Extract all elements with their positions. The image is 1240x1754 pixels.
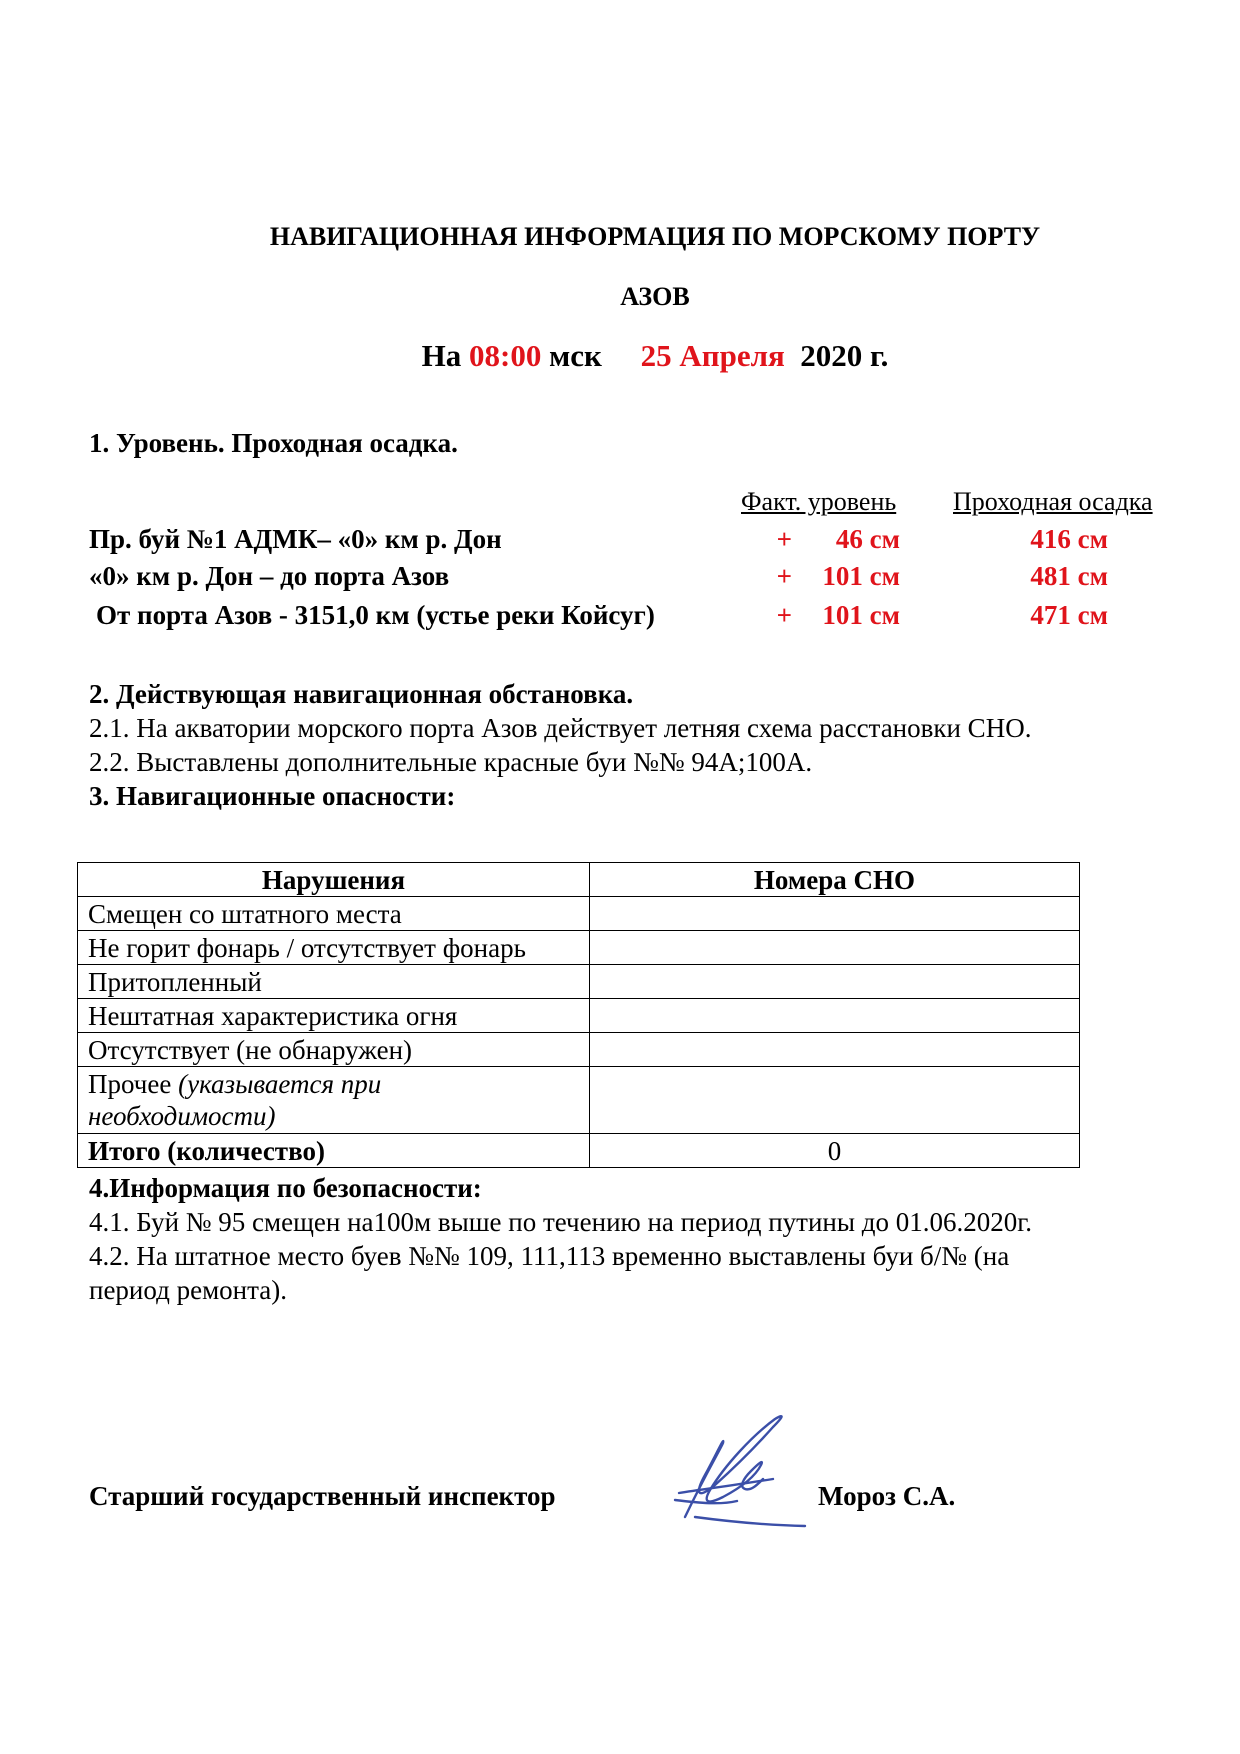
table-row	[78, 999, 1080, 1033]
table-row	[78, 965, 1080, 999]
sno-numbers-cell	[590, 999, 1080, 1033]
other-note-cont: необходимости)	[88, 1101, 276, 1131]
level-row-draft: 416 см	[1030, 524, 1108, 554]
signatory-name: Мороз С.А.	[818, 1481, 956, 1511]
report-year: 2020 г.	[800, 338, 889, 373]
section2-item: 2.1. На акватории морского порта Азов действует летняя схема расстановки СНО.	[89, 713, 1032, 743]
section1-heading: 1. Уровень. Проходная осадка.	[89, 428, 458, 458]
violation-label: Отсутствует (не обнаружен)	[78, 1033, 590, 1067]
level-row-level: 46 см	[835, 524, 900, 554]
other-note: (указывается при	[178, 1069, 382, 1099]
date-prefix: На	[421, 338, 462, 373]
violation-label: Притопленный	[78, 965, 590, 999]
sno-numbers-cell	[590, 965, 1080, 999]
section4-item: 4.1. Буй № 95 смещен на100м выше по течению на период путины до 01.06.2020г.	[89, 1207, 1033, 1237]
other-label: Прочее	[88, 1069, 172, 1099]
column-draft: Проходная осадка	[953, 487, 1153, 516]
table-header-row	[78, 863, 1080, 897]
port-name: АЗОВ	[620, 282, 690, 311]
report-dateline	[0, 338, 1240, 374]
violations-table	[77, 862, 1080, 1168]
report-date: 25 Апреля	[640, 338, 785, 373]
violation-label: Не горит фонарь / отсутствует фонарь	[78, 931, 590, 965]
table-row	[78, 931, 1080, 965]
violation-label: Нештатная характеристика огня	[78, 999, 590, 1033]
section3-heading: 3. Навигационные опасности:	[89, 781, 456, 811]
violation-label-other	[78, 1067, 590, 1134]
table-row	[78, 897, 1080, 931]
level-row-sign: +	[776, 600, 792, 630]
column-fact-level: Факт. уровень	[741, 487, 897, 516]
sno-numbers-cell	[590, 931, 1080, 965]
level-row-name: «0» км р. Дон – до порта Азов	[89, 561, 450, 591]
level-row-name: От порта Азов - 3151,0 км (устье реки Койсуг)	[96, 600, 655, 630]
section4-item: 4.2. На штатное место буев №№ 109, 111,113 временно выставлены буи б/№ (на	[89, 1241, 1010, 1271]
sno-numbers-cell	[590, 897, 1080, 931]
table-row-other	[78, 1067, 1080, 1134]
column-sno-numbers: Номера СНО	[590, 863, 1080, 897]
level-row-level: 101 см	[822, 600, 900, 630]
handwritten-signature	[665, 1405, 825, 1535]
total-value: 0	[590, 1134, 1080, 1168]
level-row-draft: 481 см	[1030, 561, 1108, 591]
sno-numbers-cell	[590, 1033, 1080, 1067]
section4-heading: 4.Информация по безопасности:	[89, 1173, 482, 1203]
level-row-sign: +	[776, 561, 792, 591]
sno-numbers-cell	[590, 1067, 1080, 1134]
violation-label: Смещен со штатного места	[78, 897, 590, 931]
column-violations: Нарушения	[78, 863, 590, 897]
table-row	[78, 1033, 1080, 1067]
section2-heading: 2. Действующая навигационная обстановка.	[89, 679, 634, 709]
section2-item: 2.2. Выставлены дополнительные красные буи №№ 94А;100А.	[89, 747, 813, 777]
level-row-draft: 471 см	[1030, 600, 1108, 630]
level-row-sign: +	[776, 524, 792, 554]
section4-item-cont: период ремонта).	[89, 1275, 287, 1305]
document-title: НАВИГАЦИОННАЯ ИНФОРМАЦИЯ ПО МОРСКОМУ ПОРТУ	[269, 222, 1041, 251]
total-label: Итого (количество)	[78, 1134, 590, 1168]
level-row-level: 101 см	[822, 561, 900, 591]
level-row-name: Пр. буй №1 АДМК– «0» км р. Дон	[89, 524, 502, 554]
report-time: 08:00	[469, 338, 542, 373]
time-suffix: мск	[549, 338, 602, 373]
signatory-position: Старший государственный инспектор	[89, 1481, 556, 1511]
table-total-row	[78, 1134, 1080, 1168]
